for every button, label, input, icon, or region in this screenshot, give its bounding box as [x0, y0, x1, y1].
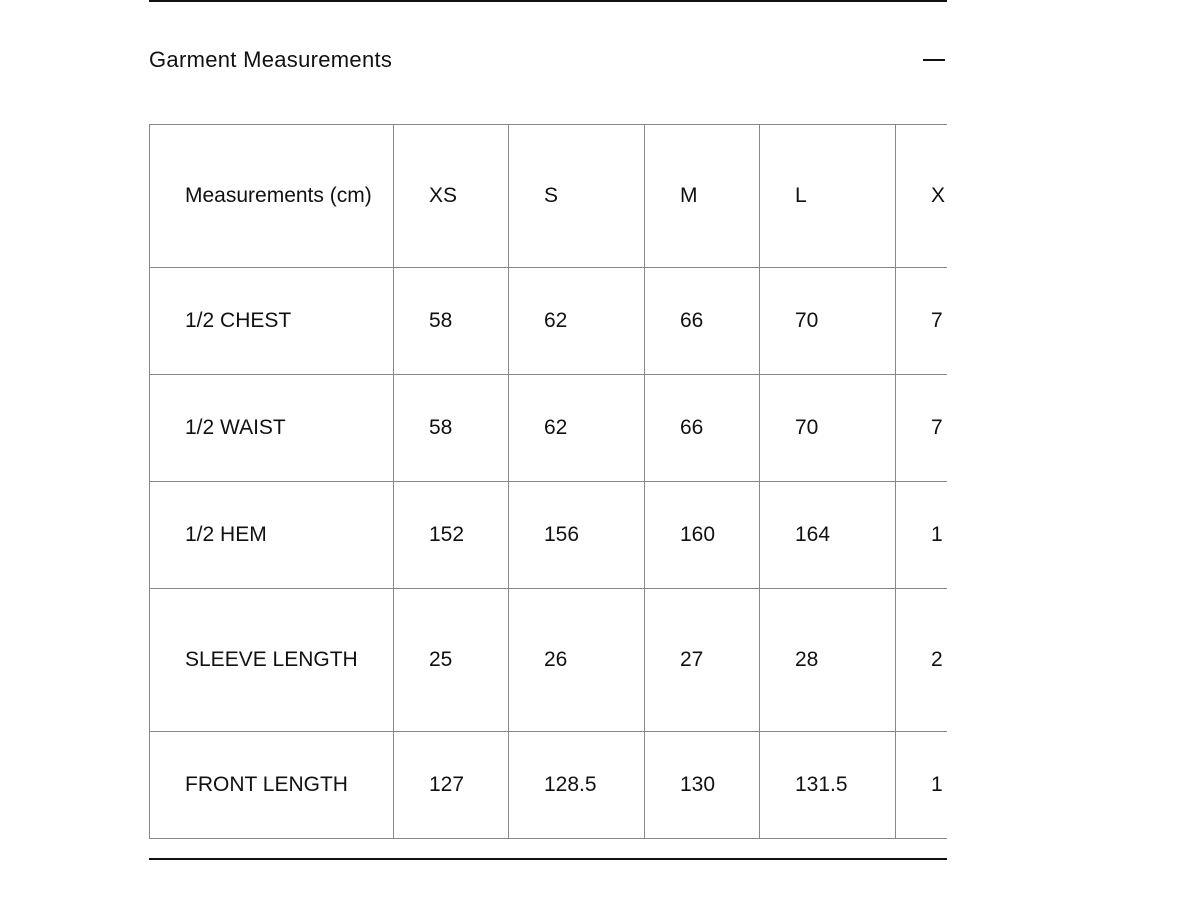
garment-measurements-panel	[149, 0, 947, 908]
table-cell: 58	[394, 268, 509, 375]
top-divider	[149, 0, 947, 2]
row-label: 1/2 WAIST	[150, 375, 394, 482]
table-cell: 2	[896, 589, 948, 732]
table-cell: 62	[509, 268, 645, 375]
table-header-row	[150, 125, 948, 268]
table-row	[150, 589, 948, 732]
table-row	[150, 375, 948, 482]
table-cell: 160	[645, 482, 760, 589]
row-label: 1/2 CHEST	[150, 268, 394, 375]
table-cell: 7	[896, 268, 948, 375]
accordion-header-garment-measurements[interactable]	[149, 36, 947, 84]
header-cell-size-l: L	[760, 125, 896, 268]
table-cell: 28	[760, 589, 896, 732]
table-cell: 25	[394, 589, 509, 732]
header-cell-size-xs: XS	[394, 125, 509, 268]
row-label: FRONT LENGTH	[150, 732, 394, 839]
row-label: SLEEVE LENGTH	[150, 589, 394, 732]
table-cell: 7	[896, 375, 948, 482]
table-cell: 131.5	[760, 732, 896, 839]
bottom-divider	[149, 858, 947, 860]
table-cell: 164	[760, 482, 896, 589]
measurements-table-container[interactable]	[149, 124, 947, 839]
table-row	[150, 732, 948, 839]
table-cell: 127	[394, 732, 509, 839]
table-cell: 1	[896, 732, 948, 839]
minus-icon[interactable]	[923, 49, 945, 71]
table-cell: 152	[394, 482, 509, 589]
table-cell: 26	[509, 589, 645, 732]
accordion-title: Garment Measurements	[149, 47, 393, 72]
header-cell-size-x: X	[896, 125, 948, 268]
row-label: 1/2 HEM	[150, 482, 394, 589]
header-cell-measurements: Measurements (cm)	[150, 125, 394, 268]
table-cell: 1	[896, 482, 948, 589]
table-cell: 66	[645, 268, 760, 375]
table-cell: 27	[645, 589, 760, 732]
table-cell: 156	[509, 482, 645, 589]
table-row	[150, 482, 948, 589]
table-row	[150, 268, 948, 375]
table-cell: 130	[645, 732, 760, 839]
table-cell: 128.5	[509, 732, 645, 839]
table-cell: 70	[760, 375, 896, 482]
table-cell: 58	[394, 375, 509, 482]
table-cell: 66	[645, 375, 760, 482]
measurements-table	[149, 124, 947, 839]
header-cell-size-s: S	[509, 125, 645, 268]
header-cell-size-m: M	[645, 125, 760, 268]
table-cell: 70	[760, 268, 896, 375]
table-cell: 62	[509, 375, 645, 482]
